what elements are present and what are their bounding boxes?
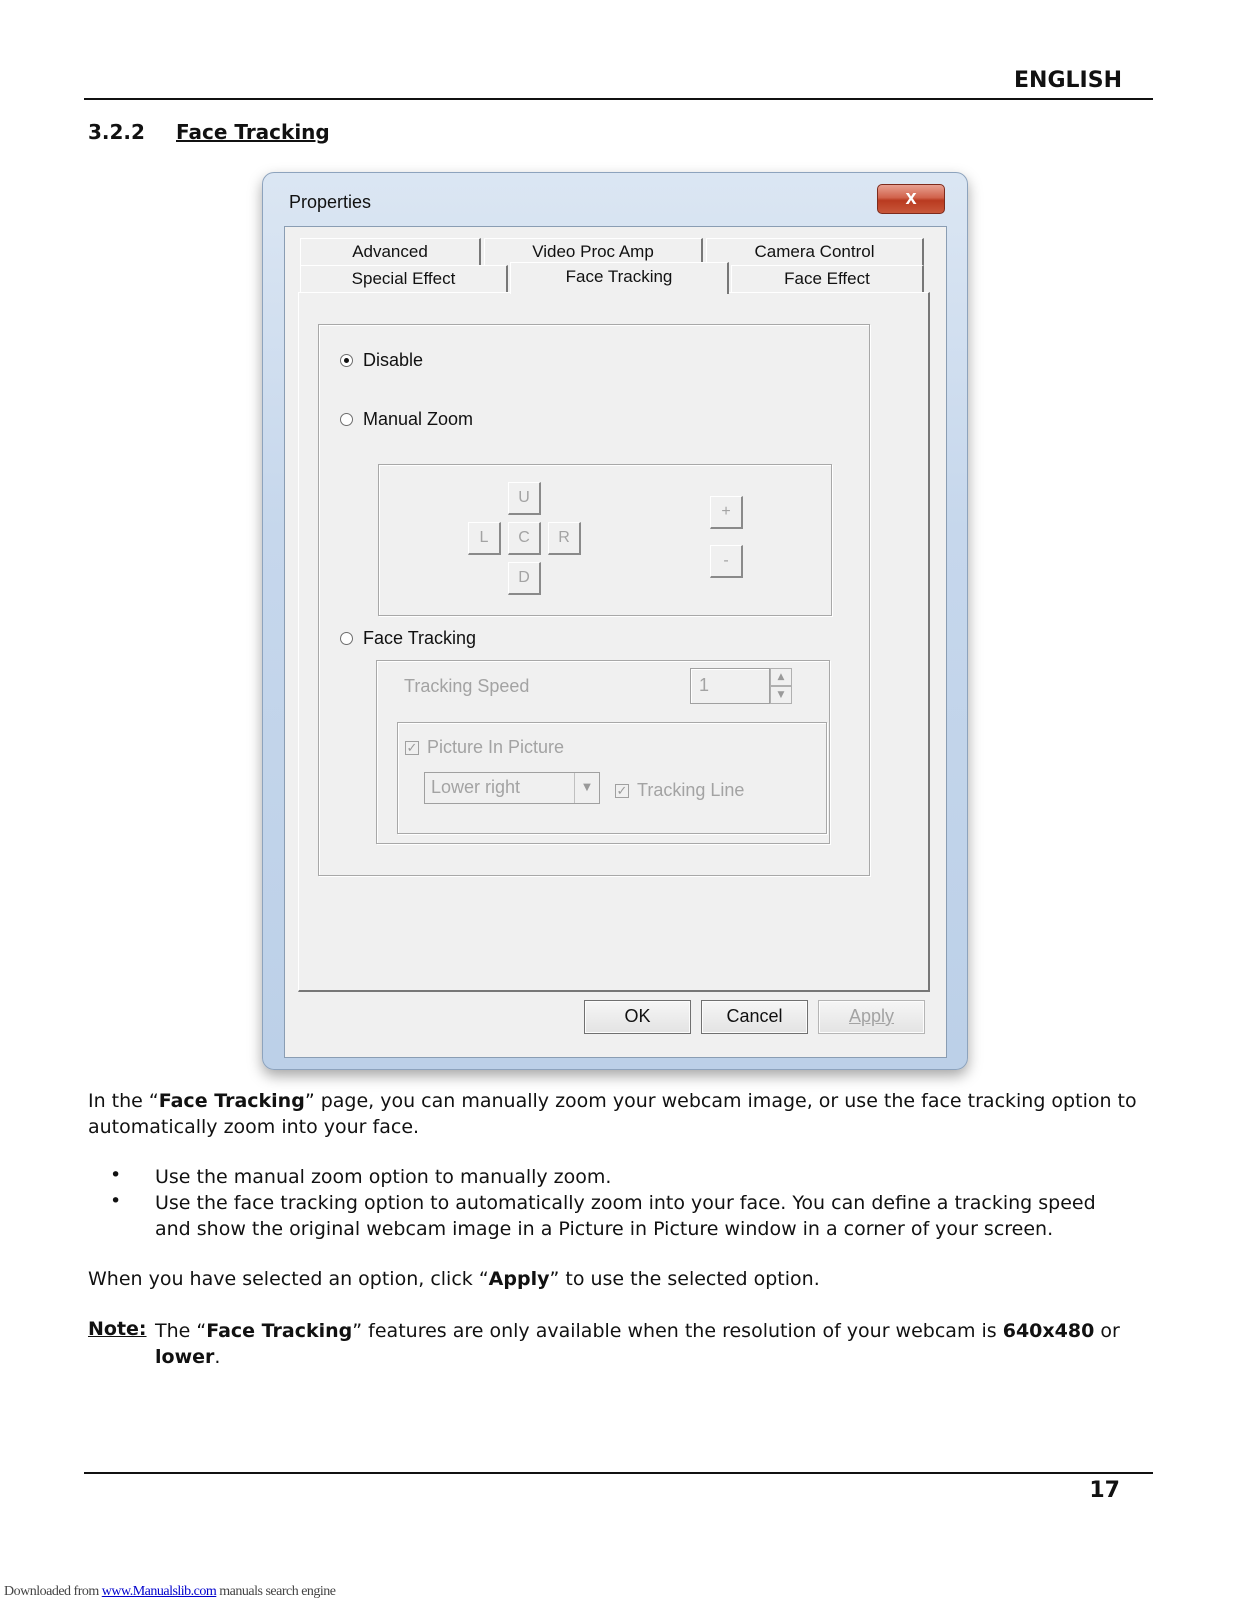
- pan-center-button[interactable]: C: [508, 522, 541, 555]
- note-text: The “Face Tracking” features are only available when the resolution of your webcam is 640x480 or lower.: [155, 1320, 1120, 1368]
- picture-in-picture-checkbox[interactable]: ✓: [406, 739, 418, 755]
- face-tracking-option[interactable]: [340, 628, 476, 649]
- footer-rule: [84, 1472, 1153, 1474]
- pip-position-value: Lower right: [431, 777, 521, 797]
- dialog-title: Properties: [289, 192, 372, 212]
- tracking-line-checkbox[interactable]: ✓: [616, 782, 628, 798]
- page-number: 17: [1089, 1478, 1120, 1503]
- ok-button[interactable]: OK: [584, 1000, 691, 1034]
- disable-label: Disable: [363, 350, 424, 370]
- manual-zoom-label: Manual Zoom: [363, 409, 474, 429]
- tab-video-proc-amp[interactable]: Video Proc Amp: [484, 238, 703, 265]
- pan-down-button[interactable]: D: [508, 562, 541, 595]
- disable-radio[interactable]: [340, 354, 353, 367]
- tab-camera-control[interactable]: Camera Control: [706, 238, 924, 265]
- manual-zoom-group: [378, 464, 832, 616]
- tab-face-effect[interactable]: Face Effect: [731, 265, 924, 292]
- intro-paragraph: In the “Face Tracking” page, you can manually zoom your webcam image, or use the face tracking option to automatically zoom into your face.: [88, 1090, 1137, 1138]
- apply-button[interactable]: Apply: [818, 1000, 925, 1034]
- close-button[interactable]: x: [877, 184, 945, 214]
- picture-in-picture-option[interactable]: [405, 737, 564, 758]
- manual-zoom-radio[interactable]: [340, 413, 353, 426]
- header-rule: [84, 98, 1153, 100]
- download-footer: Downloaded from www.Manualslib.com manuals search engine: [4, 1584, 336, 1599]
- bullet-item: Use the manual zoom option to manually zoom.: [155, 1166, 612, 1188]
- tracking-speed-input[interactable]: 1: [690, 668, 770, 704]
- note-label: Note:: [88, 1318, 147, 1340]
- face-tracking-radio[interactable]: [340, 632, 353, 645]
- chevron-down-icon[interactable]: ▼: [574, 773, 599, 803]
- spin-up-icon[interactable]: ▲: [770, 668, 792, 686]
- bullet-icon: •: [110, 1190, 122, 1212]
- pan-up-button[interactable]: U: [508, 482, 541, 515]
- tab-special-effect[interactable]: Special Effect: [300, 265, 508, 292]
- spin-down-icon[interactable]: ▼: [770, 686, 792, 704]
- manual-zoom-option[interactable]: [340, 409, 473, 430]
- picture-in-picture-label: Picture In Picture: [427, 737, 565, 757]
- header-language: ENGLISH: [1014, 68, 1122, 93]
- tab-advanced[interactable]: Advanced: [300, 238, 481, 265]
- section-title: Face Tracking: [176, 120, 330, 144]
- pan-left-button[interactable]: L: [468, 522, 501, 555]
- tracking-speed-label: Tracking Speed: [404, 676, 530, 696]
- pip-position-select[interactable]: [424, 772, 600, 804]
- zoom-out-button[interactable]: -: [710, 545, 743, 578]
- manualslib-link[interactable]: www.Manualslib.com: [101, 1584, 217, 1599]
- face-tracking-label: Face Tracking: [363, 628, 477, 648]
- tracking-line-label: Tracking Line: [637, 780, 745, 800]
- section-number: 3.2.2: [88, 120, 145, 144]
- bullet-icon: •: [110, 1164, 122, 1186]
- cancel-button[interactable]: Cancel: [701, 1000, 808, 1034]
- bullet-item: Use the face tracking option to automatically zoom into your face. You can define a tracking speed and show the original webcam image in a Picture in Picture window in a corner of your screen.: [155, 1192, 1096, 1240]
- tracking-speed-spinner[interactable]: [770, 668, 792, 704]
- zoom-in-button[interactable]: +: [710, 496, 743, 529]
- pan-right-button[interactable]: R: [548, 522, 581, 555]
- tab-face-tracking[interactable]: Face Tracking: [510, 262, 729, 294]
- tracking-line-option[interactable]: [615, 780, 744, 801]
- disable-option[interactable]: [340, 350, 423, 371]
- apply-paragraph: When you have selected an option, click “Apply” to use the selected option.: [88, 1268, 820, 1290]
